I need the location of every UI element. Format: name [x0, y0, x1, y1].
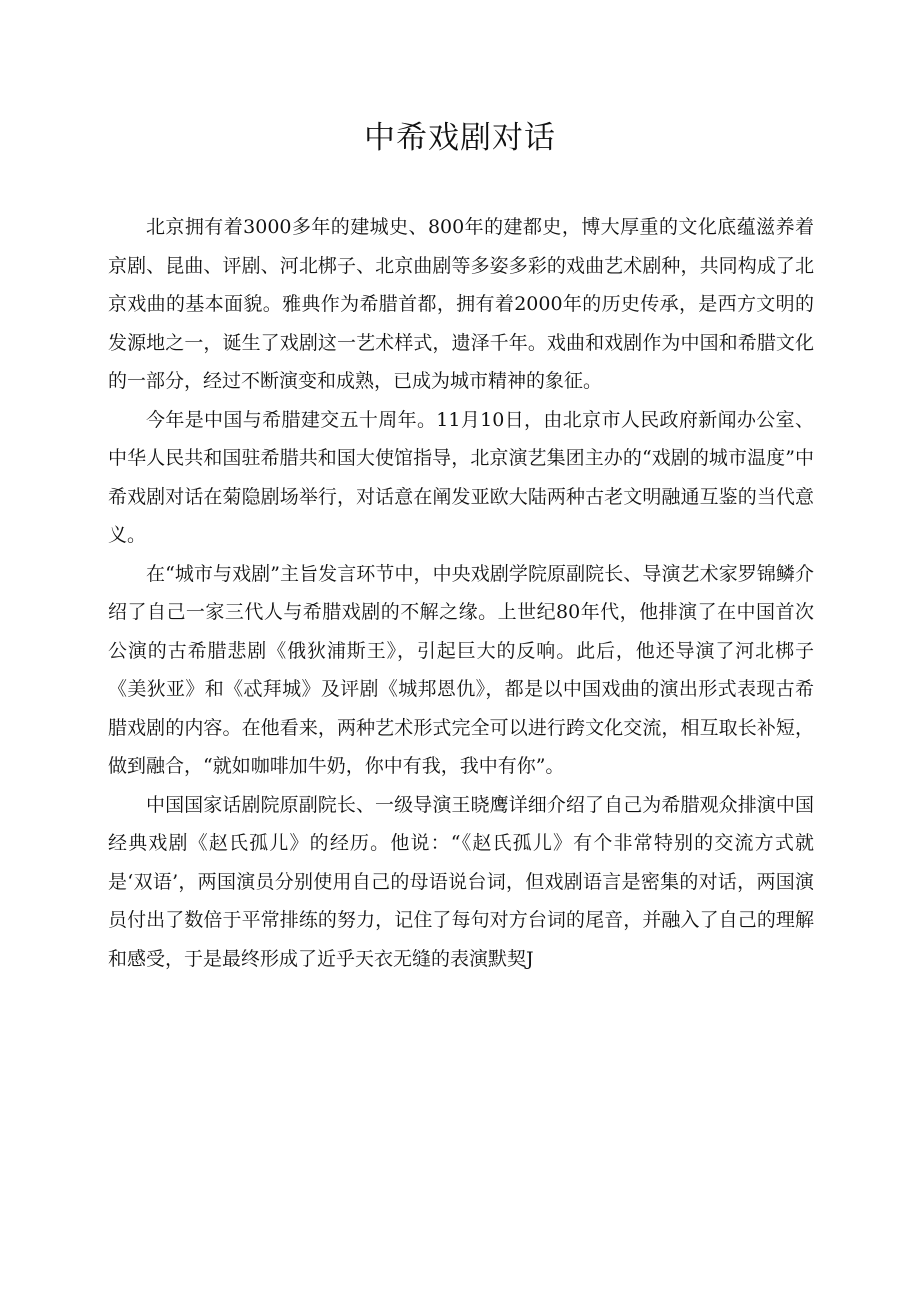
paragraph: 在“城市与戏剧”主旨发言环节中，中央戏剧学院原副院长、导演艺术家罗锦鳞介绍了自己一家三代人与希腊戏剧的不解之缘。上世纪80年代，他排演了在中国首次公演的古希腊悲剧《俄狄浦斯王》，引起巨大的反响。此后，他还导演了河北梆子《美狄亚》和《忒拜城》及评剧《城邦恩仇》，都是以中国戏曲的演出形式表现古希腊戏剧的内容。在他看来，两种艺术形式完全可以进行跨文化交流，相互取长补短，做到融合，“就如咖啡加牛奶，你中有我，我中有你”。 [108, 562, 814, 777]
document-body [108, 208, 814, 978]
paragraph: 中国国家话剧院原副院长、一级导演王晓鹰详细介绍了自己为希腊观众排演中国经典戏剧《赵氏孤儿》的经历。他说：“《赵氏孤儿》有个非常特别的交流方式就是‘双语’，两国演员分别使用自己的母语说台词，但戏剧语言是密集的对话，两国演员付出了数倍于平常排练的努力，记住了每句对方台词的尾音，并融入了自己的理解和感受，于是最终形成了近乎天衣无缝的表演默契J [108, 793, 814, 970]
paragraph: 北京拥有着3000多年的建城史、800年的建都史，博大厚重的文化底蕴滋养着京剧、昆曲、评剧、河北梆子、北京曲剧等多姿多彩的戏曲艺术剧种，共同构成了北京戏曲的基本面貌。雅典作为希腊首都，拥有着2000年的历史传承，是西方文明的发源地之一，诞生了戏剧这一艺术样式，遗泽千年。戏曲和戏剧作为中国和希腊文化的一部分，经过不断演变和成熟，已成为城市精神的象征。 [108, 216, 814, 392]
paragraph: 今年是中国与希腊建交五十周年。11月10日，由北京市人民政府新闻办公室、中华人民共和国驻希腊共和国大使馆指导，北京演艺集团主办的“戏剧的城市温度”中希戏剧对话在菊隐剧场举行，对话意在阐发亚欧大陆两种古老文明融通互鉴的当代意义。 [108, 408, 814, 546]
document-title: 中希戏剧对话 [364, 120, 556, 156]
